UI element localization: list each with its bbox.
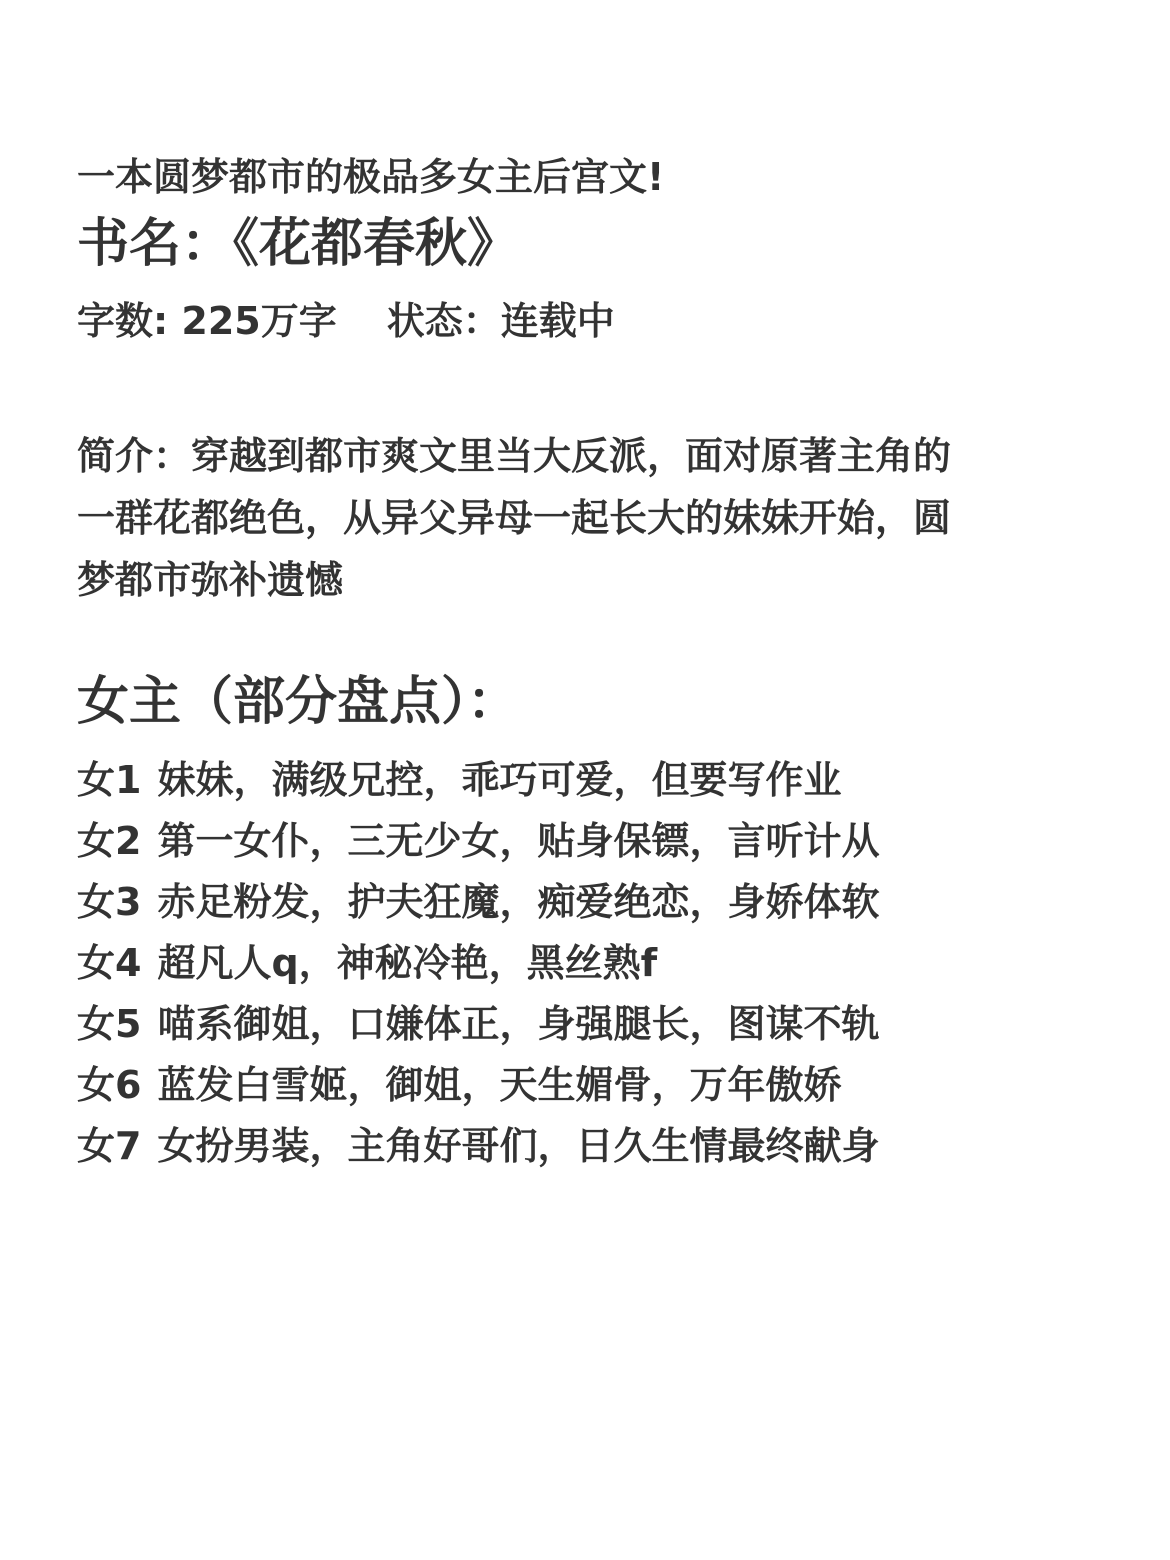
heroine-description: 蓝发白雪姬，御姐，天生媚骨，万年傲娇 xyxy=(157,1063,842,1107)
heroine-description: 喵系御姐，口嫌体正，身强腿长，图谋不轨 xyxy=(157,1002,880,1046)
heroine-item xyxy=(77,754,879,815)
heroine-number: 女1 xyxy=(77,758,142,802)
heroine-description: 女扮男装，主角好哥们，日久生情最终献身 xyxy=(157,1124,880,1168)
book-title: 书名：《花都春秋》 xyxy=(77,214,520,274)
serial-status: 状态：连载中 xyxy=(386,299,615,343)
heroine-description: 第一女仆，三无少女，贴身保镖，言听计从 xyxy=(157,819,880,863)
book-meta xyxy=(77,299,615,343)
heroine-description: 赤足粉发，护夫狂魔，痴爱绝恋，身娇体软 xyxy=(157,880,880,924)
heroine-item xyxy=(77,937,879,998)
heroine-description: 超凡人q，神秘冷艳，黑丝熟f xyxy=(157,941,658,985)
synopsis-line: 简介：穿越到都市爽文里当大反派，面对原著主角的 xyxy=(77,434,952,478)
synopsis-line: 一群花都绝色，从异父异母一起长大的妹妹开始，圆 xyxy=(77,496,952,540)
heroine-item xyxy=(77,1059,879,1120)
word-count: 字数: 225万字 xyxy=(77,299,337,343)
heroine-number: 女4 xyxy=(77,941,142,985)
heroines-heading: 女主（部分盘点）： xyxy=(77,672,520,732)
heroine-item xyxy=(77,998,879,1059)
tagline: 一本圆梦都市的极品多女主后宫文! xyxy=(77,155,665,199)
heroine-description: 妹妹，满级兄控，乖巧可爱，但要写作业 xyxy=(157,758,842,802)
heroine-list xyxy=(77,754,879,1181)
heroine-number: 女2 xyxy=(77,819,142,863)
heroine-item xyxy=(77,876,879,937)
heroine-item xyxy=(77,815,879,876)
heroine-number: 女7 xyxy=(77,1124,142,1168)
heroine-number: 女3 xyxy=(77,880,142,924)
heroine-number: 女5 xyxy=(77,1002,142,1046)
synopsis-line: 梦都市弥补遗憾 xyxy=(77,558,344,602)
heroine-number: 女6 xyxy=(77,1063,142,1107)
heroine-item xyxy=(77,1120,879,1181)
synopsis xyxy=(77,425,1077,611)
